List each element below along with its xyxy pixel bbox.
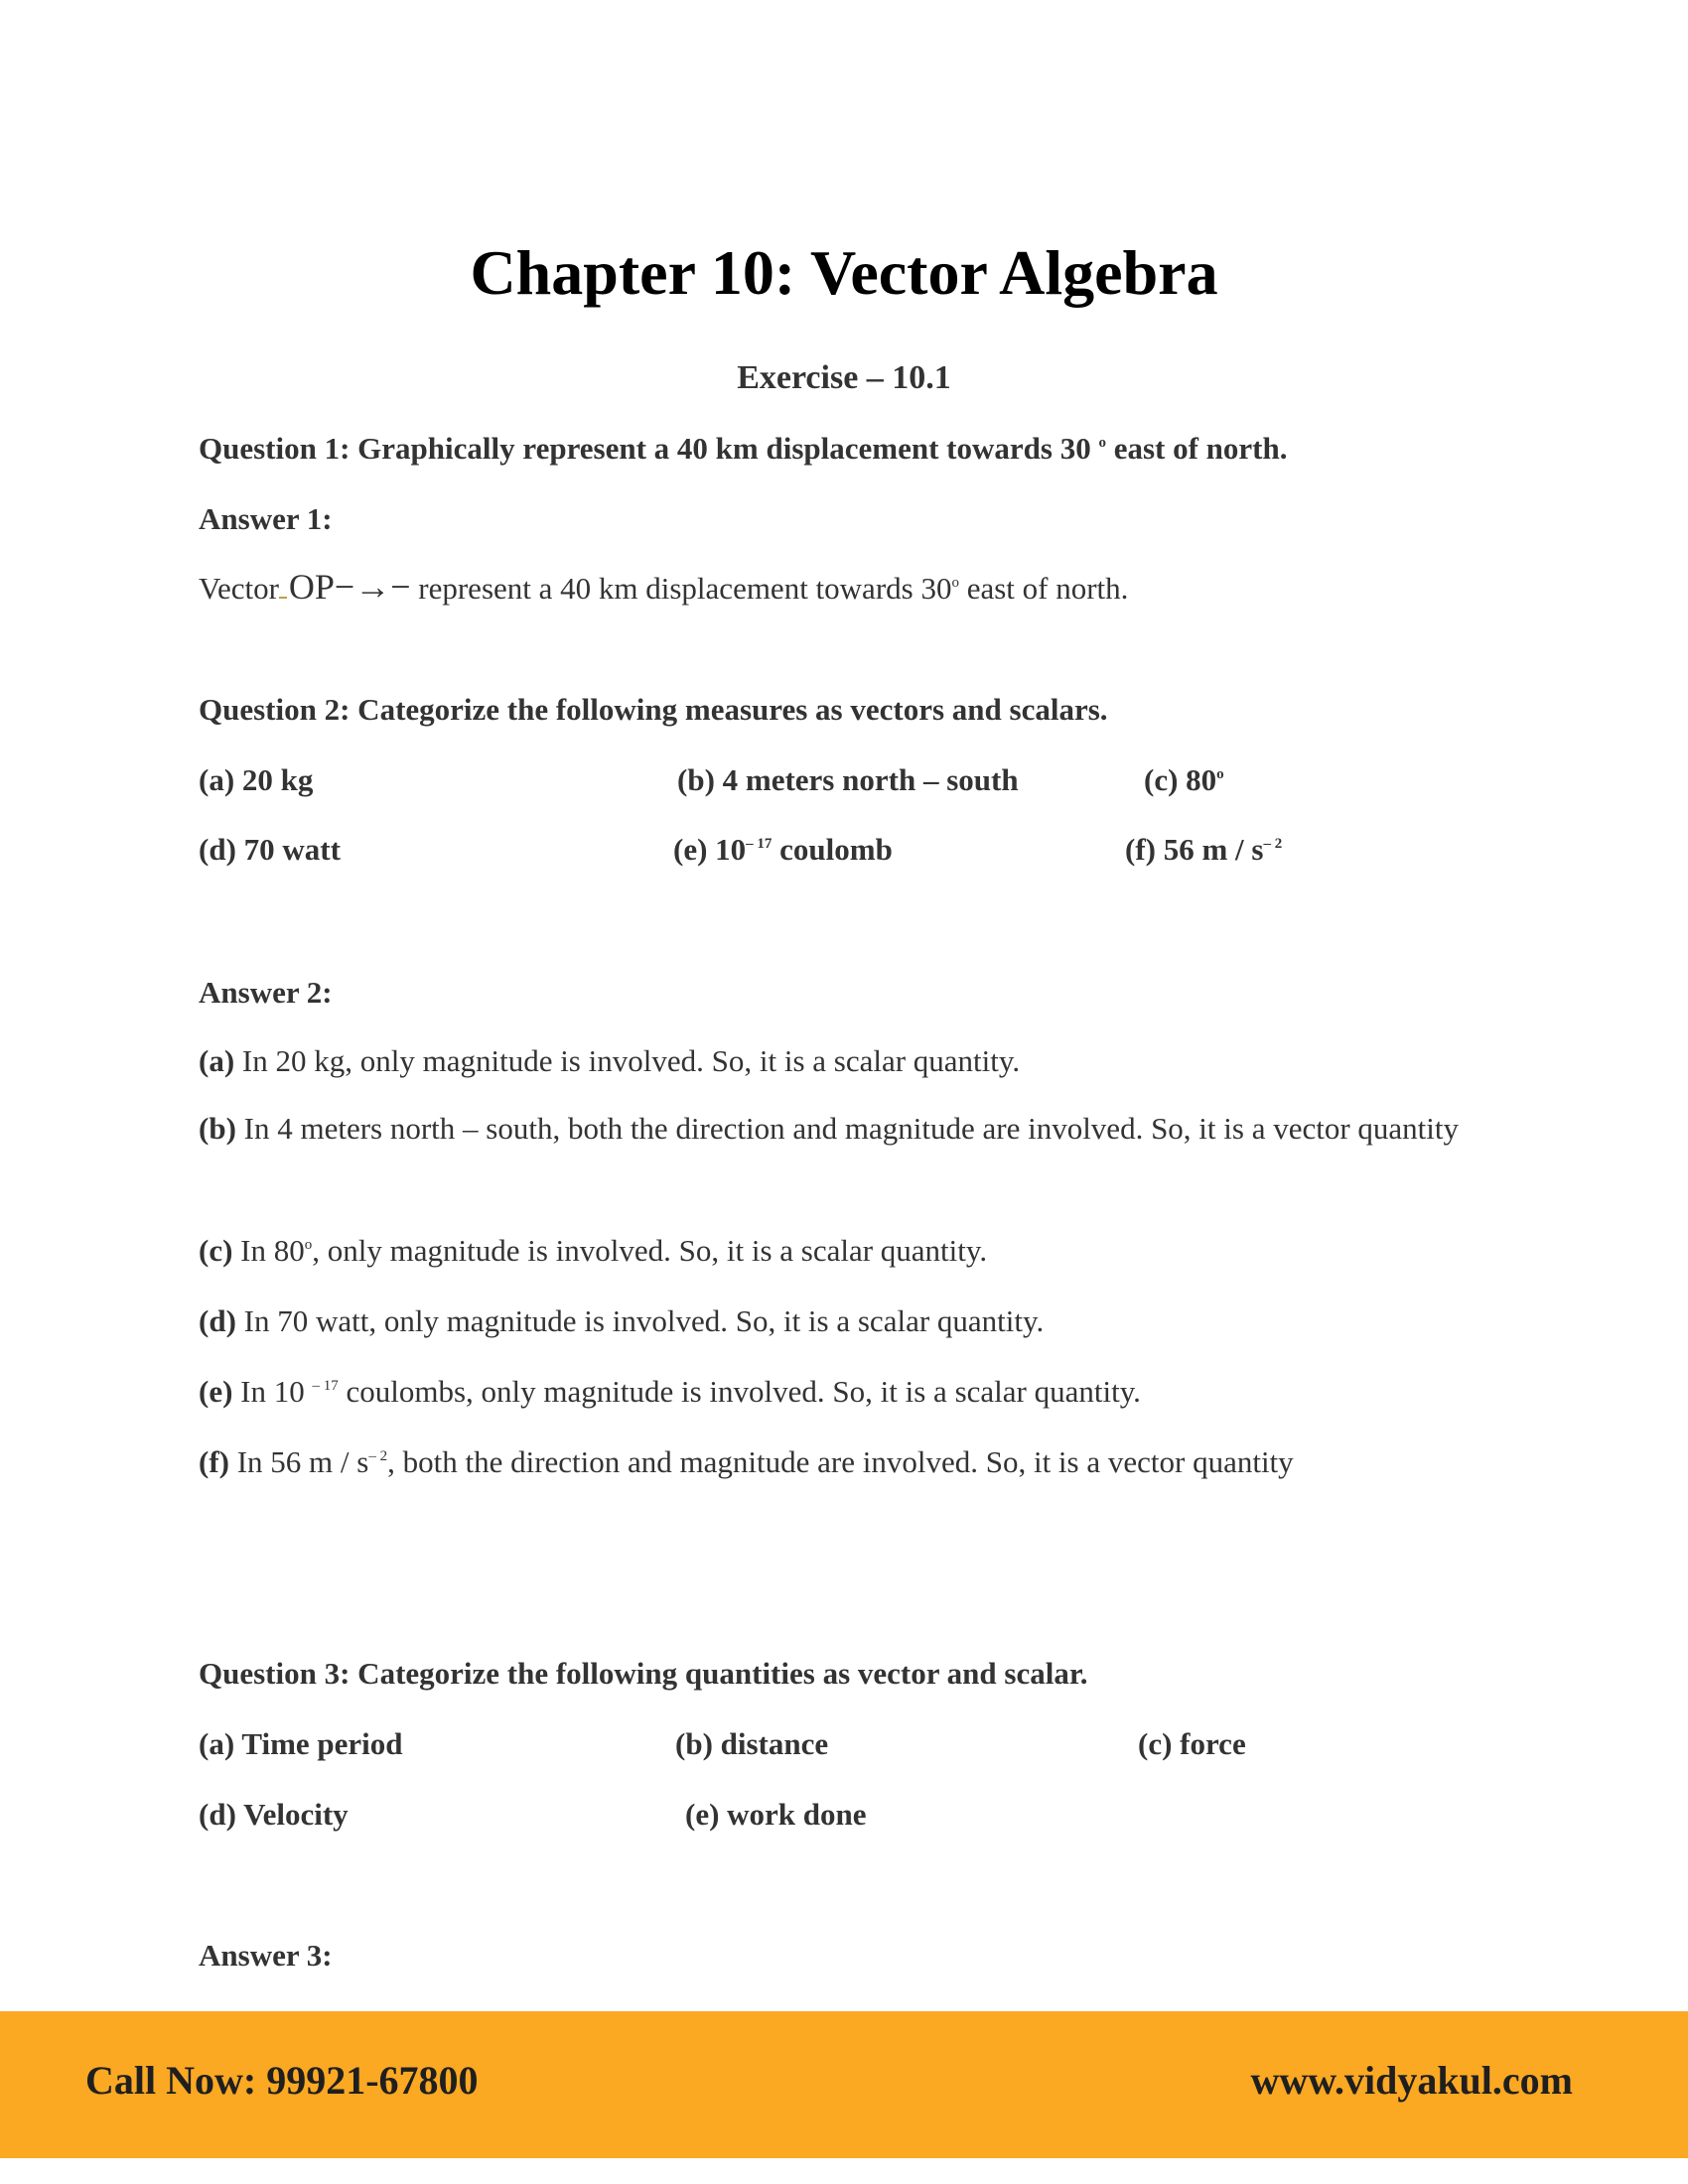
answer-2-heading: Answer 2:: [199, 975, 333, 1010]
answer-2-b: (b) In 4 meters north – south, both the direction and magnitude are involved. So, it is a vector quantity: [199, 1111, 1460, 1146]
q2-option-a: (a) 20 kg: [199, 762, 314, 797]
page-title: Chapter 10: Vector Algebra: [470, 237, 1218, 308]
q3-option-c: (c) force: [1138, 1726, 1246, 1761]
q2-option-b: (b) 4 meters north – south: [677, 762, 1019, 797]
answer-2-f: (f) In 56 m / $s^{- 2}$, both the direction and magnitude are involved. So, it is a vector quantity: [199, 1444, 1294, 1479]
call-now-text[interactable]: Call Now: 99921-67800: [85, 2058, 479, 2103]
answer-2-a: (a) In 20 kg, only magnitude is involved. So, it is a scalar quantity.: [199, 1043, 1021, 1078]
answer-1-text: Vector OP−→− represent a 40 km displacement towards 30$^o$ east of north.: [199, 567, 1129, 607]
question-2: Question 2: Categorize the following measures as vectors and scalars.: [199, 692, 1108, 727]
q2-option-f: (f) 56 m / $s^{- 2}$: [1125, 832, 1283, 867]
q3-option-a: (a) Time period: [199, 1726, 403, 1761]
answer-2-e: (e) In 10 $^{- 17}$ coulombs, only magnitude is involved. So, it is a scalar quantity.: [199, 1374, 1141, 1409]
vector-op: OP−→−: [288, 567, 411, 607]
q2-option-d: (d) 70 watt: [199, 832, 341, 867]
answer-1-heading: Answer 1:: [199, 501, 333, 536]
question-3: Question 3: Categorize the following quantities as vector and scalar.: [199, 1656, 1088, 1691]
q2-option-c: (c) 80$^o$: [1144, 762, 1224, 797]
question-1: Question 1: Graphically represent a 40 km displacement towards 30 $^o$ east of north.: [199, 431, 1288, 466]
q3-option-b: (b) distance: [675, 1726, 829, 1761]
website-link[interactable]: www.vidyakul.com: [1250, 2058, 1573, 2103]
answer-2-d: (d) In 70 watt, only magnitude is involved. So, it is a scalar quantity.: [199, 1303, 1045, 1338]
answer-3-heading: Answer 3:: [199, 1938, 333, 1973]
answer-2-c: (c) In 80$^o$, only magnitude is involved. So, it is a scalar quantity.: [199, 1233, 988, 1268]
q3-option-d: (d) Velocity: [199, 1797, 349, 1832]
exercise-heading: Exercise – 10.1: [737, 359, 951, 396]
q3-option-e: (e) work done: [685, 1797, 867, 1832]
q2-option-e: (e) $10^{- 17}$ coulomb: [673, 832, 893, 867]
